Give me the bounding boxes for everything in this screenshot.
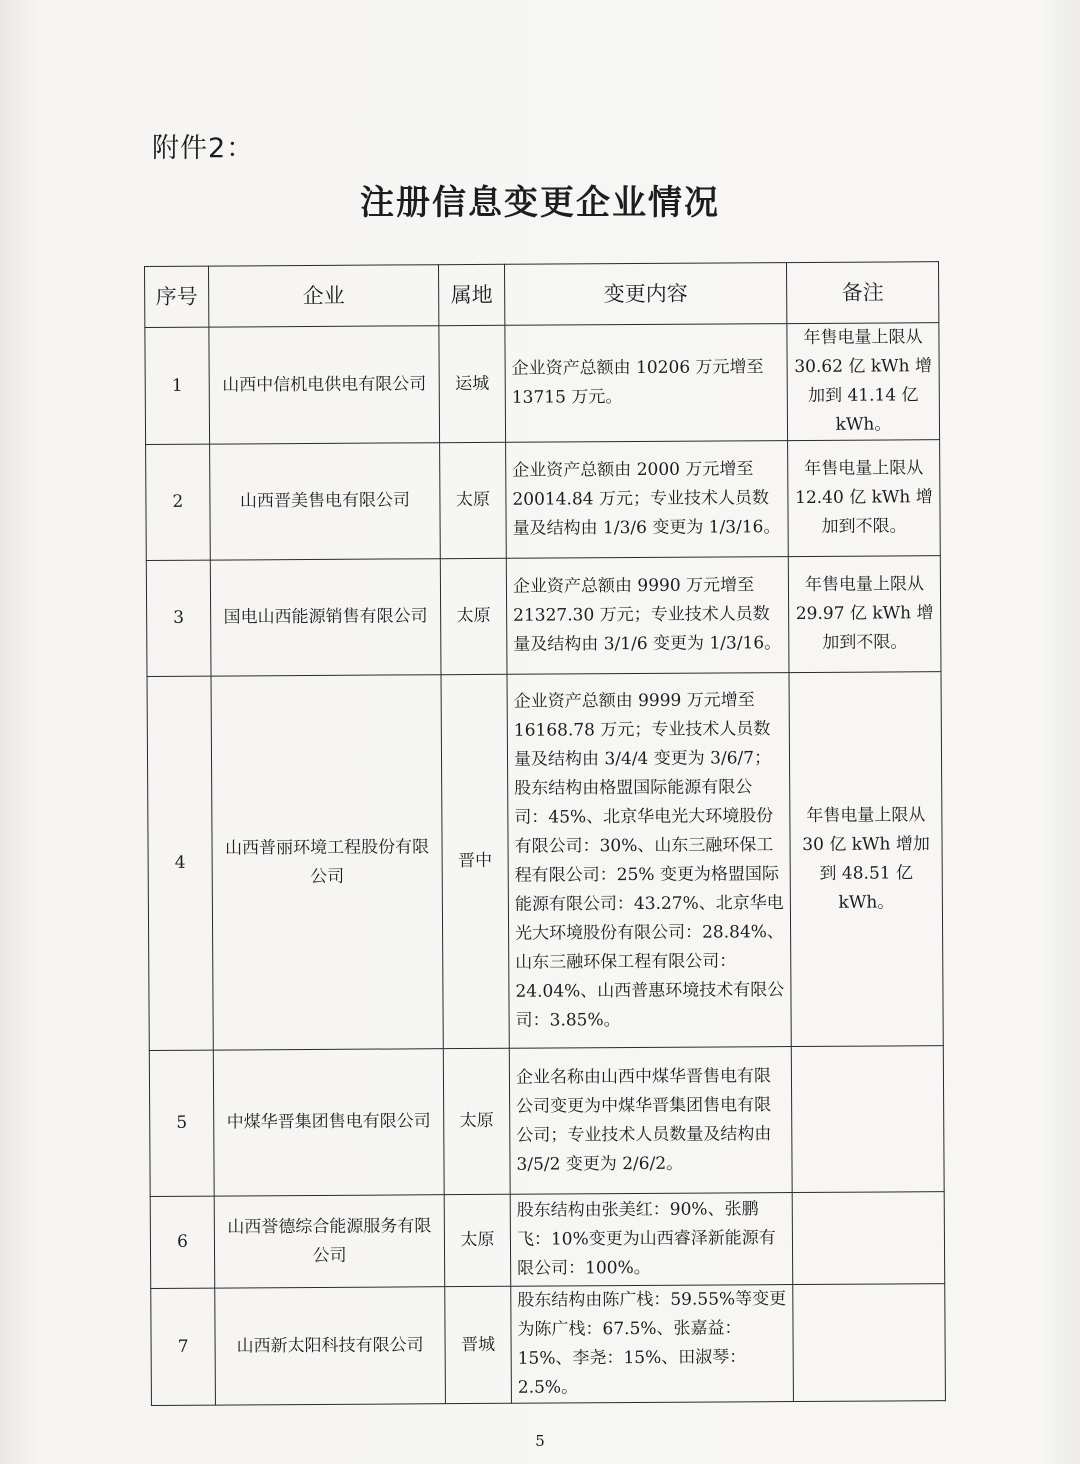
table-row [146, 556, 941, 677]
header-location: 属地 [438, 264, 504, 325]
row-company: 山西晋美售电有限公司 [210, 443, 441, 560]
page-number: 5 [535, 1432, 545, 1450]
row-seq: 6 [150, 1196, 215, 1288]
row-company: 山西新太阳科技有限公司 [215, 1287, 446, 1405]
row-change: 企业资产总额由 2000 万元增至 20014.84 万元；专业技术人员数量及结构由 1/3/6 变更为 1/3/16。 [506, 441, 789, 559]
row-company: 山西中信机电供电有限公司 [209, 326, 440, 444]
enterprise-change-table [144, 261, 946, 1406]
header-remark: 备注 [786, 262, 938, 324]
row-change: 股东结构由张美红：90%、张鹏飞：10%变更为山西睿泽新能源有限公司：100%。 [510, 1193, 793, 1287]
row-location: 太原 [444, 1194, 511, 1286]
row-remark [791, 1046, 944, 1193]
attachment-label: 附件2： [152, 133, 255, 164]
row-company: 山西誉德综合能源服务有限公司 [214, 1195, 445, 1288]
row-location: 运城 [439, 325, 506, 442]
row-remark: 年售电量上限从 30 亿 kWh 增加到 48.51 亿 kWh。 [789, 672, 943, 1047]
row-location: 太原 [440, 442, 507, 558]
row-location: 太原 [440, 558, 507, 674]
table-row [149, 1046, 944, 1197]
header-change: 变更内容 [504, 263, 786, 326]
row-location: 太原 [443, 1048, 510, 1194]
header-company: 企业 [209, 265, 439, 327]
row-company: 中煤华晋集团售电有限公司 [213, 1049, 444, 1196]
row-location: 晋城 [445, 1286, 512, 1403]
table-row [150, 1192, 945, 1289]
row-seq: 4 [147, 676, 213, 1050]
table-header-row [145, 262, 939, 328]
row-remark: 年售电量上限从 30.62 亿 kWh 增加到 41.14 亿 kWh。 [787, 323, 940, 441]
table-row [146, 440, 941, 561]
row-remark: 年售电量上限从 12.40 亿 kWh 增加到不限。 [788, 440, 941, 557]
table-row [147, 672, 943, 1051]
row-seq: 7 [151, 1288, 216, 1405]
row-seq: 3 [146, 560, 211, 676]
row-seq: 1 [145, 327, 210, 444]
header-seq: 序号 [145, 266, 209, 327]
row-seq: 5 [149, 1050, 214, 1196]
row-company: 山西普丽环境工程股份有限公司 [211, 675, 443, 1050]
row-change: 企业资产总额由 9990 万元增至 21327.30 万元；专业技术人员数量及结构由 3/1/6 变更为 1/3/16。 [506, 557, 789, 675]
row-company: 国电山西能源销售有限公司 [210, 559, 441, 676]
row-change: 企业名称由山西中煤华晋售电有限公司变更为中煤华晋集团售电有限公司；专业技术人员数量及结构由 3/5/2 变更为 2/6/2。 [509, 1047, 792, 1195]
row-seq: 2 [146, 444, 211, 560]
table-row [145, 323, 940, 445]
row-change: 股东结构由陈广栈：59.55%等变更为陈广栈：67.5%、张嘉益：15%、李尧：15%、田淑琴：2.5%。 [511, 1285, 794, 1404]
row-remark [792, 1192, 945, 1285]
table-row [151, 1284, 946, 1406]
row-location: 晋中 [441, 674, 509, 1048]
row-change: 企业资产总额由 9999 万元增至 16168.78 万元；专业技术人员数量及结构由 3/4/4 变更为 3/6/7；股东结构由格盟国际能源有限公司：45%、北京华电光大环境股份有限公司：30%、山东三融环保工程有限公司：25% 变更为格盟国际能源有限公司：43.27%、北京华电光大环境股份有限公司：28.84%、山东三融环保工程有限公司：24.04%、山西普惠环境技术有限公司：3.85%。 [507, 673, 791, 1049]
row-change: 企业资产总额由 10206 万元增至 13715 万元。 [505, 324, 788, 443]
row-remark [793, 1284, 946, 1402]
document-title: 注册信息变更企业情况 [360, 183, 720, 223]
row-remark: 年售电量上限从 29.97 亿 kWh 增加到不限。 [788, 556, 941, 673]
